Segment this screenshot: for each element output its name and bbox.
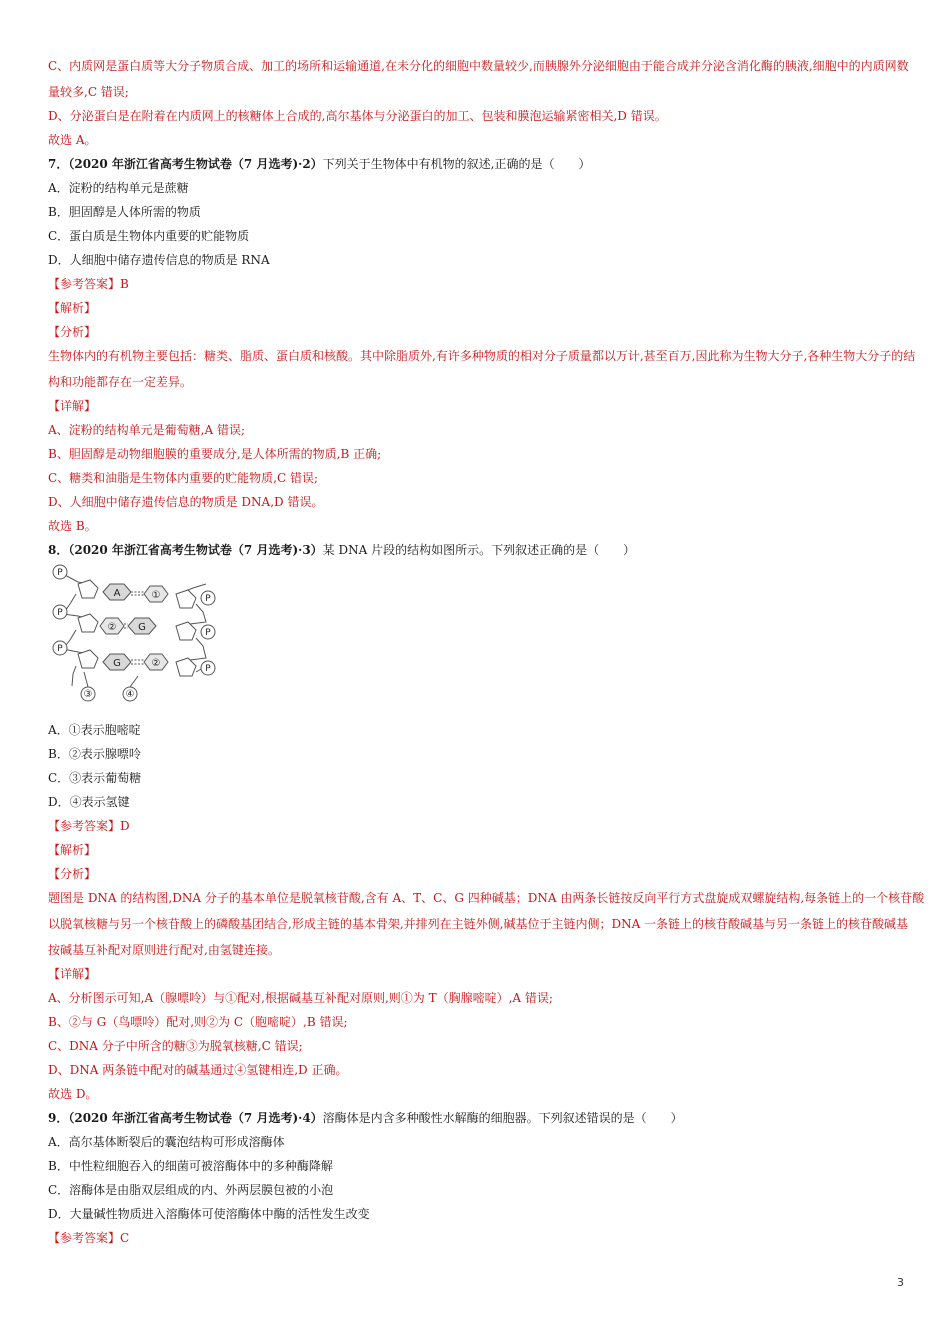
q7-number: 7． (48, 157, 69, 171)
q7-question (48, 156, 908, 172)
base-g-label-upper: G (138, 622, 146, 633)
q6-conclusion: 故选 A。 (48, 133, 97, 147)
q9-source: （2020 年浙江省高考生物试卷（7 月选考)·4） (68, 1111, 323, 1125)
q7-detail-a: A、淀粉的结构单元是葡萄糖,A 错误; (48, 423, 246, 437)
q9-stem: 溶酶体是内含多种酸性水解酶的细胞器。下列叙述错误的是（ ） (322, 1111, 683, 1125)
hydrogen-bond-3 (131, 660, 144, 664)
q8-conclusion: 故选 D。 (48, 1087, 98, 1101)
q9-answer: 【参考答案】C (48, 1231, 130, 1245)
q8-stem: 某 DNA 片段的结构如图所示。下列叙述正确的是（ ） (322, 543, 636, 557)
q7-option-c: C．蛋白质是生物体内重要的贮能物质 (48, 229, 250, 243)
left-backbone-segment-4 (72, 666, 76, 686)
mark-1-label: ① (151, 590, 161, 601)
q8-detail-c: C、DNA 分子中所含的糖③为脱氧核糖,C 错误; (48, 1039, 303, 1053)
base-g-label-lower: G (113, 658, 121, 669)
mark-4-pointer (130, 676, 138, 687)
q7-analysis-line1: 生物体内的有机物主要包括：糖类、脂质、蛋白质和核酸。其中除脂质外,有许多种物质的相对分子质量都以万计,甚至百万,因此称为生物大分子,各种生物大分子的结 (48, 349, 916, 363)
q8-source: （2020 年浙江省高考生物试卷（7 月选考)·3） (68, 543, 323, 557)
mark-3-pointer (84, 672, 88, 687)
dna-structure-figure (48, 564, 223, 704)
q6-option-c-explanation-line2: 量较多,C 错误; (48, 85, 129, 99)
q8-fenxi-heading: 【分析】 (48, 867, 97, 881)
base-a-label: A (113, 588, 121, 599)
q7-conclusion: 故选 B。 (48, 519, 97, 533)
q9-option-c: C．溶酶体是由脂双层组成的内、外两层膜包被的小泡 (48, 1183, 334, 1197)
phosphate-right-1-label: P (205, 594, 211, 604)
right-backbone-segment-3 (180, 638, 206, 662)
q8-jiexi-heading: 【解析】 (48, 843, 97, 857)
q9-number: 9． (48, 1111, 69, 1125)
q6-option-c-explanation-line1: C、内质网是蛋白质等大分子物质合成、加工的场所和运输通道,在未分化的细胞中数量较少,而胰腺外分泌细胞由于能合成并分泌含消化酶的胰液,细胞中的内质网数 (48, 59, 909, 73)
q7-fenxi-heading: 【分析】 (48, 325, 97, 339)
q8-option-b: B．②表示腺嘌呤 (48, 747, 141, 761)
phosphate-left-2-label: P (57, 608, 63, 618)
phosphate-left-3-label: P (57, 644, 63, 654)
page-number: 3 (897, 1276, 904, 1289)
q8-option-d: D．④表示氢键 (48, 795, 130, 809)
q7-option-b: B．胆固醇是人体所需的物质 (48, 205, 201, 219)
q8-option-a: A．①表示胞嘧啶 (48, 723, 141, 737)
mark-3-label: ③ (83, 689, 93, 700)
phosphate-right-3-label: P (205, 664, 211, 674)
q7-detail-c: C、糖类和油脂是生物体内重要的贮能物质,C 错误; (48, 471, 319, 485)
q9-question (48, 1110, 908, 1126)
q8-detail-a: A、分析图示可知,A（腺嘌呤）与①配对,根据碱基互补配对原则,则①为 T（胸腺嘧啶）,A 错误; (48, 991, 553, 1005)
left-sugar-3 (78, 650, 98, 668)
q8-analysis-line1: 题图是 DNA 的结构图,DNA 分子的基本单位是脱氧核苷酸,含有 A、T、C、G 四种碱基；DNA 由两条长链按反向平行方式盘旋成双螺旋结构,每条链上的一个核苷酸 (48, 891, 925, 905)
phosphate-right-2-label: P (205, 628, 211, 638)
hydrogen-bond-1 (131, 592, 144, 595)
right-sugar-2 (176, 622, 196, 640)
q9-option-d: D．大量碱性物质进入溶酶体可使溶酶体中酶的活性发生改变 (48, 1207, 370, 1221)
left-sugar-2 (78, 614, 98, 632)
q8-option-c: C．③表示葡萄糖 (48, 771, 142, 785)
q7-stem: 下列关于生物体中有机物的叙述,正确的是（ ） (322, 157, 591, 171)
left-sugar-1 (78, 580, 98, 598)
q6-option-d-explanation: D、分泌蛋白是在附着在内质网上的核糖体上合成的,高尔基体与分泌蛋白的加工、包装和膜泡运输紧密相关,D 错误。 (48, 109, 667, 123)
q8-answer: 【参考答案】D (48, 819, 130, 833)
q9-option-b: B．中性粒细胞吞入的细菌可被溶酶体中的多种酶降解 (48, 1159, 333, 1173)
q8-detail-b: B、②与 G（鸟嘌呤）配对,则②为 C（胞嘧啶）,B 错误; (48, 1015, 348, 1029)
q7-detail-d: D、人细胞中储存遗传信息的物质是 DNA,D 错误。 (48, 495, 324, 509)
q8-question (48, 542, 908, 558)
q7-source: （2020 年浙江省高考生物试卷（7 月选考)·2） (68, 157, 323, 171)
q8-analysis-line3: 按碱基互补配对原则进行配对,由氢键连接。 (48, 943, 280, 957)
mark-4-label: ④ (125, 689, 135, 700)
q8-number: 8． (48, 543, 69, 557)
q7-analysis-line2: 构和功能都存在一定差异。 (48, 375, 193, 389)
right-sugar-1 (176, 590, 196, 608)
q7-xiangjie-heading: 【详解】 (48, 399, 97, 413)
q7-answer: 【参考答案】B (48, 277, 129, 291)
q7-option-a: A．淀粉的结构单元是蔗糖 (48, 181, 189, 195)
right-sugar-3 (176, 658, 196, 676)
q8-detail-d: D、DNA 两条链中配对的碱基通过④氢键相连,D 正确。 (48, 1063, 348, 1077)
q8-xiangjie-heading: 【详解】 (48, 967, 97, 981)
q9-option-a: A．高尔基体断裂后的囊泡结构可形成溶酶体 (48, 1135, 285, 1149)
q7-detail-b: B、胆固醇是动物细胞膜的重要成分,是人体所需的物质,B 正确; (48, 447, 382, 461)
q7-jiexi-heading: 【解析】 (48, 301, 97, 315)
phosphate-left-1-label: P (57, 568, 63, 578)
document-page (48, 58, 925, 1254)
mark-2-label-upper: ② (107, 622, 117, 633)
q8-analysis-line2: 以脱氧核糖与另一个核苷酸上的磷酸基团结合,形成主链的基本骨架,并排列在主链外侧,碱基位于主链内侧；DNA 一条链上的核苷酸碱基与另一条链上的核苷酸碱基 (48, 917, 909, 931)
mark-2-label-lower: ② (151, 658, 161, 669)
q7-option-d: D．人细胞中储存遗传信息的物质是 RNA (48, 253, 270, 267)
